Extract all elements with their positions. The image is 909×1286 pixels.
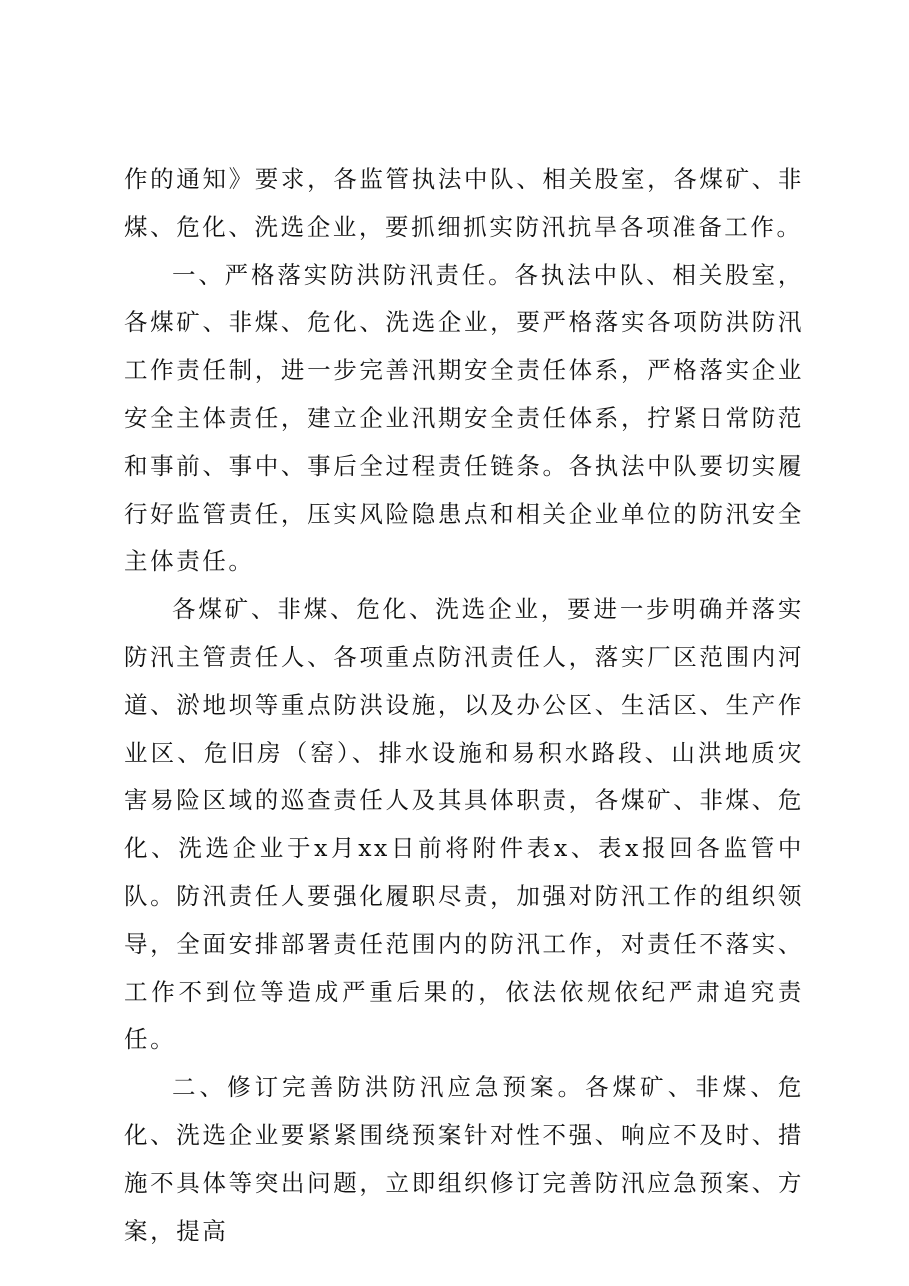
document-body bbox=[124, 156, 804, 1255]
paragraph-section-one: 一、严格落实防洪防汛责任。各执法中队、相关股室，各煤矿、非煤、危化、洗选企业，要严格落实各项防洪防汛工作责任制，进一步完善汛期安全责任体系，严格落实企业安全主体责任，建立企业汛期安全责任体系，拧紧日常防范和事前、事中、事后全过程责任链条。各执法中队要切实履行好监管责任，压实风险隐患点和相关企业单位的防汛安全主体责任。 bbox=[124, 260, 804, 576]
paragraph-section-one-detail: 各煤矿、非煤、危化、洗选企业，要进一步明确并落实防汛主管责任人、各项重点防汛责任人，落实厂区范围内河道、淤地坝等重点防洪设施，以及办公区、生活区、生产作业区、危旧房（窑）、排水设施和易积水路段、山洪地质灾害易险区域的巡查责任人及其具体职责，各煤矿、非煤、危化、洗选企业于x月xx日前将附件表x、表x报回各监管中队。防汛责任人要强化履职尽责，加强对防汛工作的组织领导，全面安排部署责任范围内的防汛工作，对责任不落实、工作不到位等造成严重后果的，依法依规依纪严肃追究责任。 bbox=[124, 595, 804, 1054]
paragraph-continuation: 作的通知》要求，各监管执法中队、相关股室，各煤矿、非煤、危化、洗选企业，要抓细抓实防汛抗旱各项准备工作。 bbox=[124, 165, 804, 241]
paragraph-section-two: 二、修订完善防洪防汛应急预案。各煤矿、非煤、危化、洗选企业要紧紧围绕预案针对性不强、响应不及时、措施不具体等突出问题，立即组织修订完善防汛应急预案、方案，提高 bbox=[124, 1073, 804, 1245]
